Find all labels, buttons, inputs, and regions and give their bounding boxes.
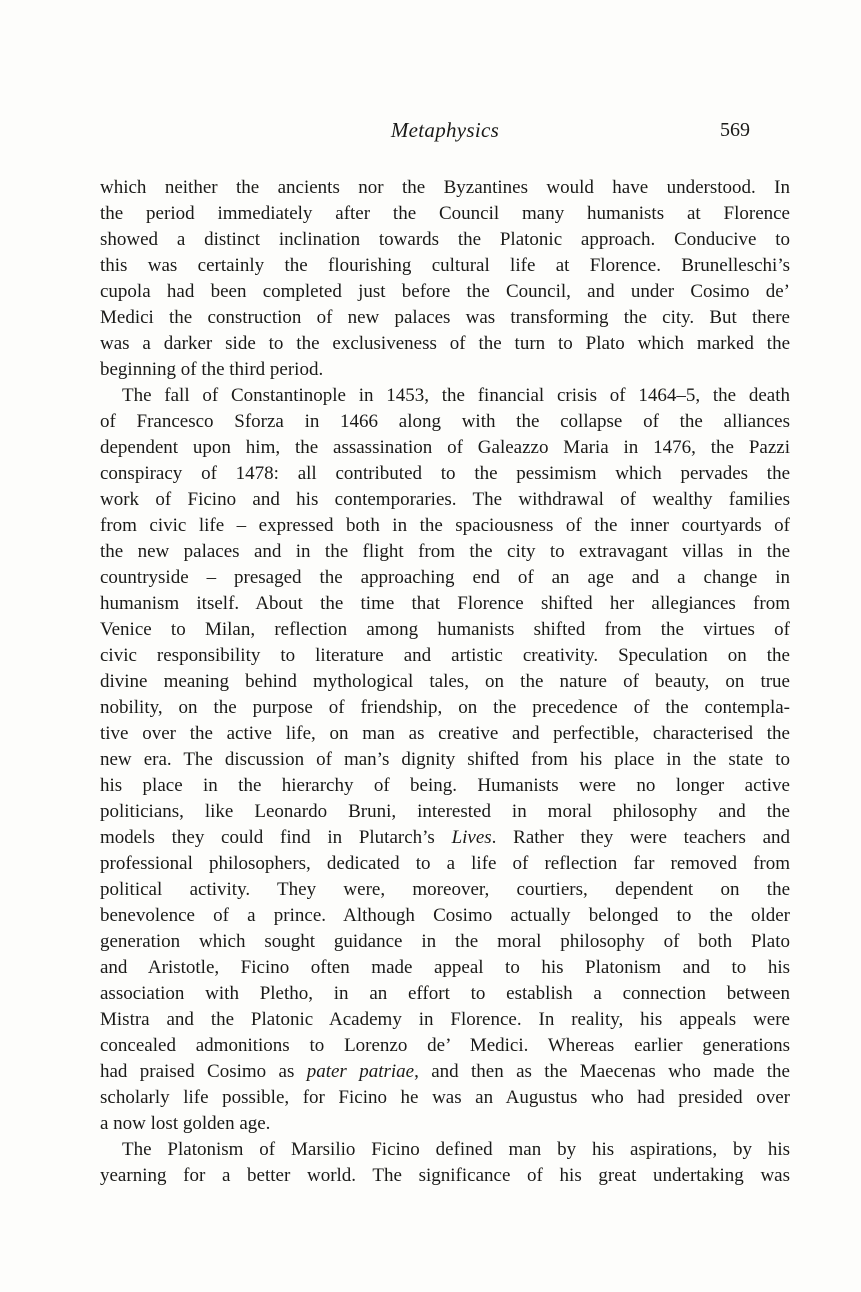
text-run: scholarly life possible, for Ficino he was an Augustus who had presided over <box>100 1087 790 1108</box>
text-line <box>100 175 790 201</box>
text-run: the new palaces and in the flight from the city to extravagant villas in the <box>100 541 790 562</box>
text-line <box>100 1111 790 1137</box>
text-line <box>100 565 790 591</box>
text-run: Venice to Milan, reflection among humanists shifted from the virtues of <box>100 619 790 640</box>
text-run: yearning for a better world. The significance of his great undertaking was <box>100 1165 790 1186</box>
text-line <box>100 669 790 695</box>
text-run: political activity. They were, moreover, courtiers, dependent on the <box>100 879 790 900</box>
text-run: of Francesco Sforza in 1466 along with the collapse of the alliances <box>100 411 790 432</box>
text-line <box>100 461 790 487</box>
text-run: this was certainly the flourishing cultural life at Florence. Brunelleschi’s <box>100 255 790 276</box>
text-line <box>100 201 790 227</box>
text-line <box>100 773 790 799</box>
text-run: . Rather they were teachers and <box>491 827 791 848</box>
text-line <box>100 1163 790 1189</box>
text-line <box>100 1007 790 1033</box>
text-line <box>100 825 790 851</box>
text-line <box>100 903 790 929</box>
text-line <box>100 799 790 825</box>
text-line <box>100 227 790 253</box>
text-run: The fall of Constantinople in 1453, the financial crisis of 1464–5, the death <box>122 385 790 406</box>
text-run: a now lost golden age. <box>100 1113 271 1134</box>
text-run: divine meaning behind mythological tales, on the nature of beauty, on true <box>100 671 790 692</box>
text-line <box>100 695 790 721</box>
text-run: conspiracy of 1478: all contributed to the pessimism which pervades the <box>100 463 790 484</box>
text-run: nobility, on the purpose of friendship, on the precedence of the contempla- <box>100 697 790 718</box>
text-run: showed a distinct inclination towards the Platonic approach. Conducive to <box>100 229 790 250</box>
text-run: dependent upon him, the assassination of Galeazzo Maria in 1476, the Pazzi <box>100 437 790 458</box>
italic-text-run: Lives <box>451 827 492 848</box>
text-line <box>100 929 790 955</box>
running-head <box>100 117 790 144</box>
text-line <box>100 955 790 981</box>
text-line <box>100 305 790 331</box>
text-line <box>100 357 790 383</box>
text-run: cupola had been completed just before the Council, and under Cosimo de’ <box>100 281 790 302</box>
text-run: new era. The discussion of man’s dignity shifted from his place in the state to <box>100 749 790 770</box>
text-line <box>100 1033 790 1059</box>
text-column <box>100 117 790 1189</box>
text-line <box>100 409 790 435</box>
page-number: 569 <box>720 119 750 141</box>
text-run: beginning of the third period. <box>100 359 324 380</box>
text-run: his place in the hierarchy of being. Humanists were no longer active <box>100 775 790 796</box>
text-line <box>100 331 790 357</box>
chapter-title: Metaphysics <box>390 118 500 142</box>
text-run: which neither the ancients nor the Byzantines would have understood. In <box>100 177 790 198</box>
text-run: from civic life – expressed both in the spaciousness of the inner courtyards of <box>100 515 790 536</box>
text-line <box>100 591 790 617</box>
text-line <box>100 539 790 565</box>
text-line <box>100 435 790 461</box>
text-line <box>100 1137 790 1163</box>
text-line <box>100 643 790 669</box>
text-line <box>100 877 790 903</box>
text-run: had praised Cosimo as <box>100 1061 307 1082</box>
text-run: generation which sought guidance in the moral philosophy of both Plato <box>100 931 790 952</box>
text-line <box>100 1059 790 1085</box>
text-run: was a darker side to the exclusiveness of the turn to Plato which marked the <box>100 333 790 354</box>
italic-text-run: pater patriae <box>306 1061 415 1082</box>
text-block <box>100 175 790 1189</box>
text-line <box>100 487 790 513</box>
text-run: the period immediately after the Council many humanists at Florence <box>100 203 790 224</box>
text-line <box>100 721 790 747</box>
text-run: Mistra and the Platonic Academy in Florence. In reality, his appeals were <box>100 1009 790 1030</box>
text-run: politicians, like Leonardo Bruni, interested in moral philosophy and the <box>100 801 790 822</box>
text-run: models they could find in Plutarch’s <box>100 827 452 848</box>
text-line <box>100 383 790 409</box>
text-run: association with Pletho, in an effort to establish a connection between <box>100 983 790 1004</box>
text-run: The Platonism of Marsilio Ficino defined man by his aspirations, by his <box>122 1139 790 1160</box>
text-line <box>100 981 790 1007</box>
text-run: and Aristotle, Ficino often made appeal to his Platonism and to his <box>100 957 790 978</box>
text-run: professional philosophers, dedicated to a life of reflection far removed from <box>100 853 790 874</box>
text-run: , and then as the Maecenas who made the <box>414 1061 790 1082</box>
text-run: work of Ficino and his contemporaries. The withdrawal of wealthy families <box>100 489 790 510</box>
text-line <box>100 513 790 539</box>
text-run: concealed admonitions to Lorenzo de’ Medici. Whereas earlier generations <box>100 1035 790 1056</box>
text-run: humanism itself. About the time that Florence shifted her allegiances from <box>100 593 790 614</box>
text-run: Medici the construction of new palaces was transforming the city. But there <box>100 307 790 328</box>
text-line <box>100 1085 790 1111</box>
text-run: countryside – presaged the approaching end of an age and a change in <box>100 567 790 588</box>
text-line <box>100 253 790 279</box>
text-run: civic responsibility to literature and artistic creativity. Speculation on the <box>100 645 790 666</box>
text-line <box>100 747 790 773</box>
text-line <box>100 617 790 643</box>
text-line <box>100 851 790 877</box>
text-run: benevolence of a prince. Although Cosimo actually belonged to the older <box>100 905 790 926</box>
text-line <box>100 279 790 305</box>
text-run: tive over the active life, on man as creative and perfectible, characterised the <box>100 723 790 744</box>
